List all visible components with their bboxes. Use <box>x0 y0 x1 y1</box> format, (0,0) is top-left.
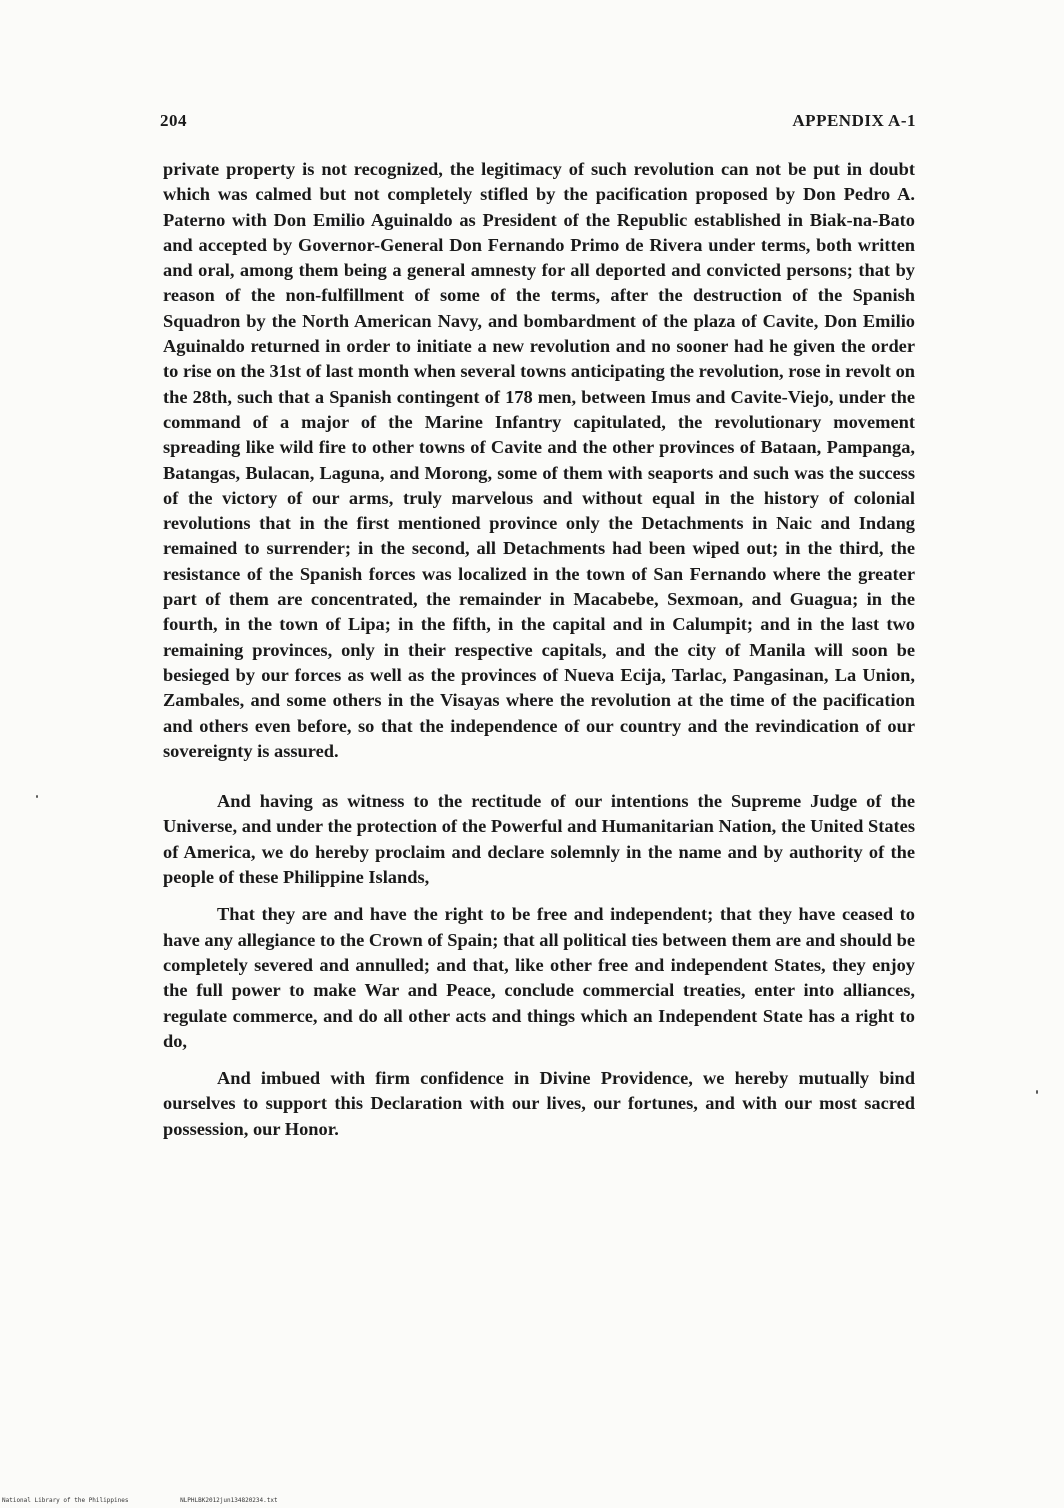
paragraph-4: And imbued with firm confidence in Divine Providence, we hereby mutually bind ourselves to support this Declaration with our lives, our fortunes, and with our most sacred possession, our Honor. <box>163 1068 915 1139</box>
body-text <box>163 157 915 1142</box>
running-head <box>160 111 916 135</box>
scan-footer <box>2 1497 326 1504</box>
section-label: APPENDIX A-1 <box>792 111 916 130</box>
paragraph-1: private property is not recognized, the legitimacy of such revolution can not be put in doubt which was calmed but not completely stifled by the pacification proposed by Don Pedro A. Paterno with Don Emilio Aguinaldo as President of the Republic established in Biak-na-Bato and accepted by Governor-General Don Fernando Primo de Rivera under terms, both written and oral, among them being a general amnesty for all deported and convicted persons; that by reason of the non-fulfillment of some of the terms, after the destruction of the Spanish Squadron by the North American Navy, and bombardment of the plaza of Cavite, Don Emilio Aguinaldo returned in order to initiate a new revolution and no sooner had he given the order to rise on the 31st of last month when several towns anticipating the revolution, rose in revolt on the 28th, such that a Spanish contingent of 178 men, between Imus and Cavite-Viejo, under the command of a major of the Marine Infantry capitulated, the revolutionary movement spreading like wild fire to other towns of Cavite and the other provinces of Bataan, Pampanga, Batangas, Bulacan, Laguna, and Morong, some of them with seaports and such was the success of the victory of our arms, truly marvelous and without equal in the history of colonial revolutions that in the first mentioned province only the Detachments in Naic and Indang remained to surrender; in the second, all Detachments had been wiped out; in the third, the resistance of the Spanish forces was localized in the town of San Fernando where the greater part of them are concentrated, the remainder in Macabebe, Sexmoan, and Guagua; in the fourth, in the town of Lipa; in the fifth, in the capital and in Calumpit; and in the last two remaining provinces, only in their respective capitals, and the city of Manila will soon be besieged by our forces as well as the provinces of Nueva Ecija, Tarlac, Pangasinan, La Union, Zambales, and some others in the Visayas where the revolution at the time of the pacification and others even before, so that the independence of our country and the revindication of our sovereignty is assured. <box>163 159 915 761</box>
scan-speck <box>1036 1090 1038 1094</box>
page-number: 204 <box>160 111 187 130</box>
paragraph-2: And having as witness to the rectitude of our intentions the Supreme Judge of the Universe, and under the protection of the Powerful and Humanitarian Nation, the United States of America, we do hereby proclaim and declare solemnly in the name and by authority of the people of these Philippine Islands, <box>163 791 915 888</box>
footer-library: National Library of the Philippines <box>2 1497 129 1504</box>
footer-identifier: NLPHLBK2012jun134820234.txt <box>180 1497 278 1504</box>
paragraph-3: That they are and have the right to be free and independent; that they have ceased to have any allegiance to the Crown of Spain; that all political ties between them are and should be completely severed and annulled; and that, like other free and independent States, they enjoy the full power to make War and Peace, conclude commercial treaties, enter into alliances, regulate commerce, and do all other acts and things which an Independent State has a right to do, <box>163 904 915 1051</box>
scan-speck <box>36 795 38 798</box>
